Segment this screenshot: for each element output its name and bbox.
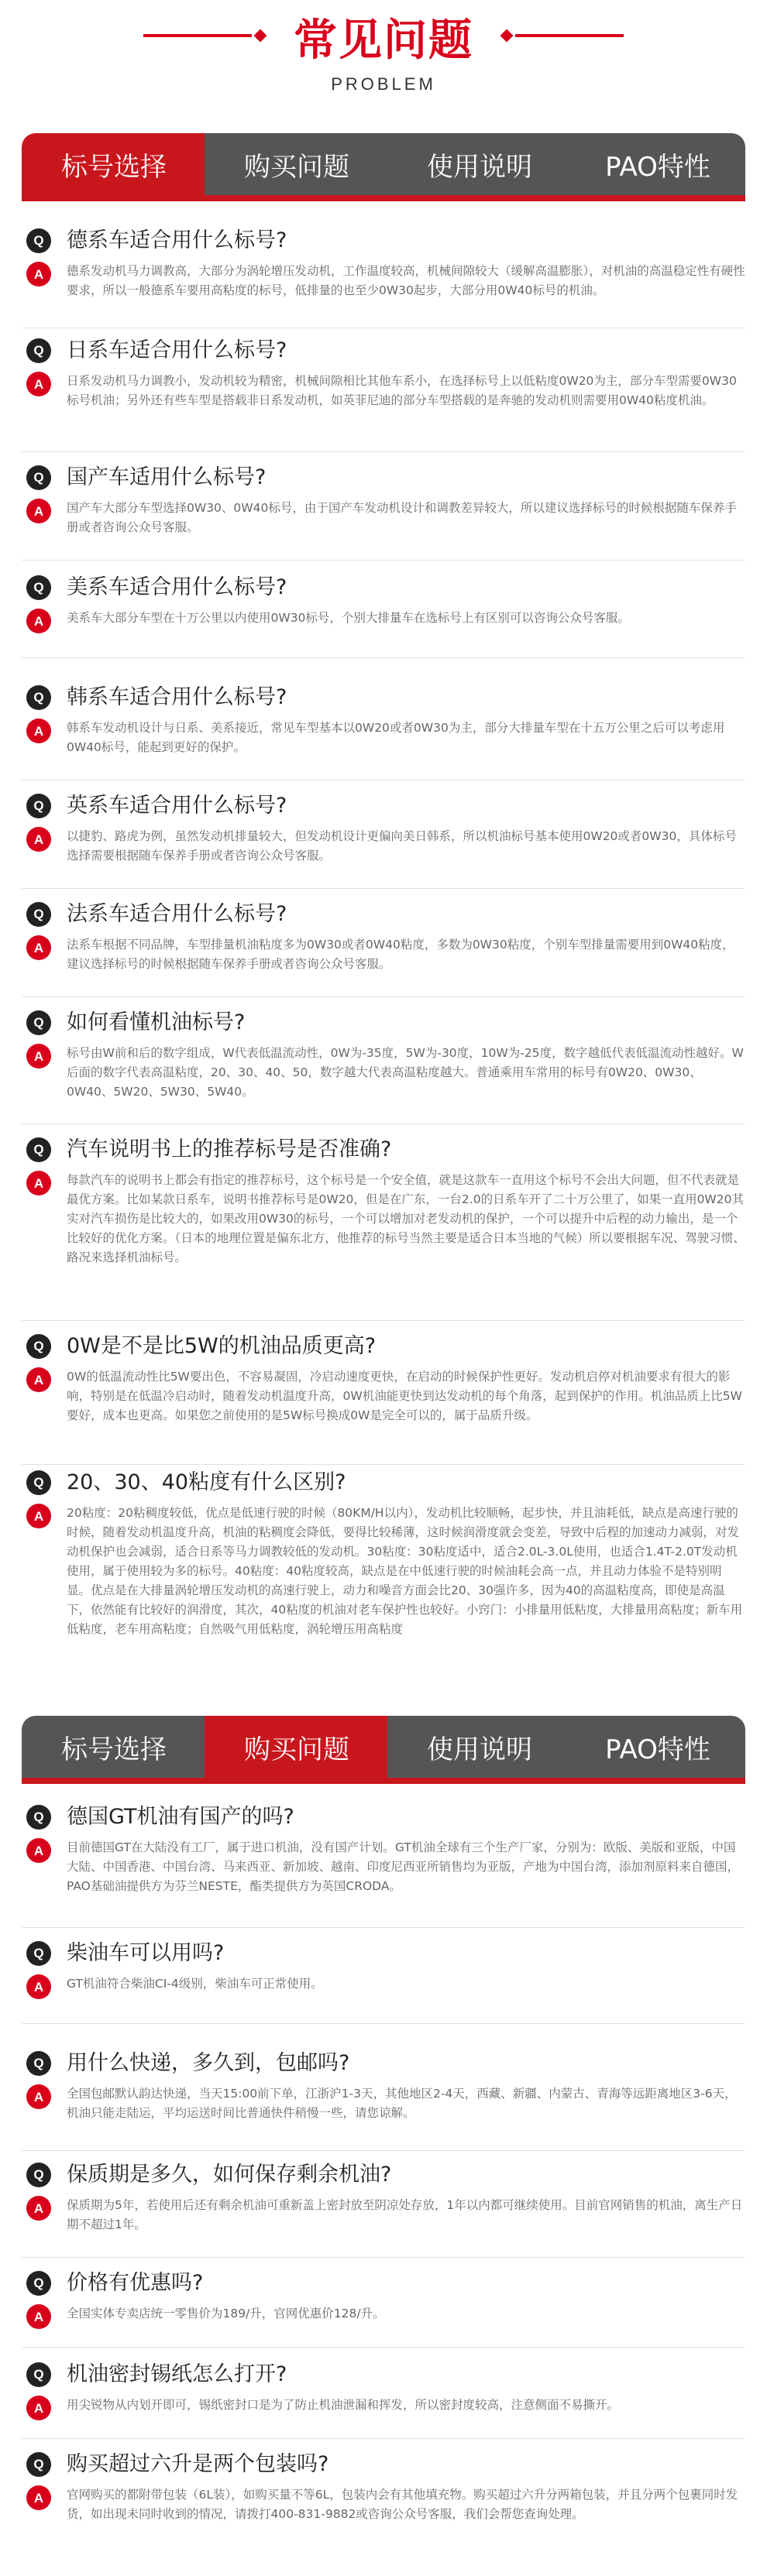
- question-icon: Q: [26, 902, 51, 927]
- answer-icon: A: [26, 372, 51, 396]
- answer-icon: A: [26, 499, 51, 523]
- question-text: 德国GT机油有国产的吗?: [67, 1805, 294, 1829]
- tab-usage[interactable]: 使用说明: [387, 133, 572, 195]
- faq-question: [22, 1940, 745, 1967]
- faq-answer: [22, 1044, 745, 1102]
- answer-icon: A: [26, 2396, 51, 2420]
- faq-item: [22, 793, 745, 889]
- answer-icon: A: [26, 719, 51, 743]
- question-text: 美系车适合用什么标号?: [67, 575, 287, 599]
- question-icon: Q: [26, 1941, 51, 1966]
- answer-text: 每款汽车的说明书上都会有指定的推荐标号，这个标号是一个安全值，就是这款车一直用这个标号不会出大问题，但不代表就是最优方案。比如某款日系车，说明书推荐标号是0W20，但是在广东，一台2.0的日系车开了二十万公里了，如果一直用0W20其实对汽车损伤是比较大的，如果改用0W30的标号，一个可以增加对老发动机的保护，一个可以提升中后程的动力输出，是一个比较好的优化方案。（日本的地理位置是偏东北方，他推荐的标号当然主要是适合日本当地的气候）所以要根据车况、驾驶习惯、路况来选择机油标号。: [67, 1173, 745, 1264]
- faq-question: [22, 793, 745, 819]
- answer-icon: A: [26, 609, 51, 633]
- faq-answer: [22, 935, 745, 974]
- question-text: 日系车适合用什么标号?: [67, 338, 287, 362]
- faq-answer: [22, 827, 745, 866]
- page-subtitle: PROBLEM: [331, 74, 436, 94]
- faq-question: [22, 2451, 745, 2478]
- answer-text: 国产车大部分车型选择0W30、0W40标号，由于国产车发动机设计和调教差异较大，所以建议选择标号的时候根据随车保养手册或者咨询公众号客服。: [67, 501, 737, 534]
- question-text: 0W是不是比5W的机油品质更高?: [67, 1334, 377, 1358]
- question-icon: Q: [26, 338, 51, 363]
- faq-question: [22, 465, 745, 491]
- answer-text: 用尖锐物从内划开即可，锡纸密封口是为了防止机油泄漏和挥发，所以密封度较高，注意侧面不易撕开。: [67, 2398, 620, 2412]
- faq-item: [22, 338, 745, 452]
- question-text: 法系车适合用什么标号?: [67, 902, 287, 926]
- question-text: 德系车适合用什么标号?: [67, 228, 287, 252]
- question-text: 国产车适用什么标号?: [67, 465, 267, 489]
- tab-label-select[interactable]: 标号选择: [22, 1716, 206, 1778]
- answer-text: 德系发动机马力调教高，大部分为涡轮增压发动机，工作温度较高，机械间隙较大（缓解高温膨胀），对机油的高温稳定性有硬性要求，所以一般德系车要用高粘度的标号，低排量的也至少0W30起步，大部分用0W40标号的机油。: [67, 264, 745, 297]
- question-icon: Q: [26, 575, 51, 600]
- faq-answer: [22, 1504, 745, 1639]
- answer-text: 全国实体专卖店统一零售价为189/升，官网优惠价128/升。: [67, 2307, 385, 2320]
- faq-answer: [22, 609, 745, 628]
- question-icon: Q: [26, 1470, 51, 1495]
- answer-icon: A: [26, 2196, 51, 2221]
- faq-question: [22, 575, 745, 601]
- page-title: 常见问题: [294, 15, 473, 66]
- answer-text: 以捷豹、路虎为例，虽然发动机排量较大，但发动机设计更偏向美日韩系，所以机油标号基本使用0W20或者0W30，具体标号选择需要根据随车保养手册或者咨询公众号客服。: [67, 829, 737, 863]
- tab-purchase[interactable]: 购买问题: [205, 133, 389, 195]
- faq-item: [22, 2162, 745, 2258]
- answer-icon: A: [26, 1838, 51, 1863]
- tab-pao[interactable]: PAO特性: [570, 1716, 745, 1778]
- faq-item: [22, 2270, 745, 2348]
- question-icon: Q: [26, 2452, 51, 2477]
- faq-item: [22, 228, 745, 328]
- tab-pao[interactable]: PAO特性: [570, 133, 745, 195]
- faq-answer: [22, 499, 745, 537]
- answer-icon: A: [26, 1367, 51, 1392]
- tabs-underline: [22, 195, 745, 201]
- faq-question: [22, 901, 745, 928]
- answer-text: 全国包邮默认韵达快递，当天15:00前下单，江浙沪1-3天，其他地区2-4天，西藏、新疆、内蒙古、青海等远距离地区3-6天，机油只能走陆运，平均运送时间比普通快件稍慢一些，请您谅解。: [67, 2087, 737, 2120]
- answer-icon: A: [26, 1974, 51, 1999]
- faq-item: [22, 1010, 745, 1124]
- faq-item: [22, 1470, 745, 1702]
- faq-question: [22, 2270, 745, 2296]
- tab-purchase[interactable]: 购买问题: [205, 1716, 389, 1778]
- question-icon: Q: [26, 465, 51, 490]
- faq-question: [22, 228, 745, 254]
- faq-question: [22, 2050, 745, 2077]
- tab-label-select[interactable]: 标号选择: [22, 133, 206, 195]
- faq-item: [22, 2050, 745, 2151]
- faq-answer: [22, 2485, 745, 2524]
- answer-icon: A: [26, 2304, 51, 2329]
- faq-answer: [22, 1974, 745, 1994]
- question-icon: Q: [26, 2362, 51, 2387]
- question-text: 价格有优惠吗?: [67, 2271, 204, 2295]
- faq-answer: [22, 2084, 745, 2123]
- question-icon: Q: [26, 1010, 51, 1035]
- question-icon: Q: [26, 228, 51, 253]
- answer-text: 0W的低温流动性比5W要出色，不容易凝固，冷启动速度更快，在启动的时候保护性更好。发动机启停对机油要求有很大的影响，特别是在低温冷启动时，随着发动机温度升高，0W机油能更快到达发动机的每个角落，起到保护的作用。机油品质上比5W要好，成本也更高。如果您之前使用的是5W标号换成0W是完全可以的，属于品质升级。: [67, 1370, 742, 1422]
- question-icon: Q: [26, 2271, 51, 2296]
- answer-text: GT机油符合柴油CI-4级别，柴油车可正常使用。: [67, 1977, 323, 1991]
- answer-text: 20粘度：20粘稠度较低，优点是低速行驶的时候（80KM/H以内），发动机比较顺畅，起步快，并且油耗低，缺点是高速行驶的时候，随着发动机温度升高，机油的粘稠度会降低，要得比较稀薄，这时候润滑度就会变差，导致中后程的加速动力减弱，对发动机保护也会减弱，适合日系等马力调教较低的发动机。30粘度：30粘度适中，适合2.0L-3.0L使用，也适合1.4T-2.0T发动机使用，属于使用较为多的标号。40粘度：40粘度较高，缺点是在中低速行驶的时候油耗会高一点，并且动力体验不是特别明显。优点是在大排量涡轮增压发动机的高速行驶上，动力和噪音方面会比20、30强许多，因为40的高温粘度高，即使是高温下，依然能有比较好的润滑度，其次，40粘度的机油对老车保护性也较好。小窍门：小排量用低粘度，大排量用高粘度；新车用低粘度，老车用高粘度；自然吸气用低粘度，涡轮增压用高粘度: [67, 1506, 743, 1636]
- faq-answer: [22, 1171, 745, 1267]
- tab-usage[interactable]: 使用说明: [387, 1716, 572, 1778]
- answer-text: 保质期为5年，若使用后还有剩余机油可重新盖上密封放至阴凉处存放，1年以内都可继续使用。目前官网销售的机油，离生产日期不超过1年。: [67, 2198, 743, 2231]
- answer-icon: A: [26, 827, 51, 852]
- faq-answer: [22, 1838, 745, 1896]
- faq-question: [22, 1333, 745, 1360]
- faq-question: [22, 1137, 745, 1163]
- answer-text: 美系车大部分车型在十万公里以内使用0W30标号，个别大排量车在选标号上有区别可以咨询公众号客服。: [67, 611, 630, 625]
- question-icon: Q: [26, 685, 51, 710]
- faq-item: [22, 901, 745, 997]
- question-text: 保质期是多久，如何保存剩余机油?: [67, 2163, 392, 2187]
- faq-answer: [22, 2196, 745, 2235]
- answer-text: 目前德国GT在大陆没有工厂，属于进口机油，没有国产计划。GT机油全球有三个生产厂家，分别为：欧版、美版和亚版，中国大陆、中国香港、中国台湾、马来西亚、新加坡、越南、印度尼西亚所销售均为亚版，产地为中国台湾，添加剂原料来自德国，PAO基础油提供方为芬兰NESTE，酯类提供方为英国CRODA。: [67, 1840, 740, 1893]
- question-text: 如何看懂机油标号?: [67, 1010, 246, 1034]
- question-text: 英系车适合用什么标号?: [67, 794, 287, 818]
- faq-question: [22, 2162, 745, 2188]
- faq-answer: [22, 1367, 745, 1425]
- answer-icon: A: [26, 2084, 51, 2109]
- faq-item: [22, 2362, 745, 2439]
- faq-item: [22, 465, 745, 561]
- question-text: 柴油车可以用吗?: [67, 1941, 225, 1965]
- question-text: 购买超过六升是两个包装吗?: [67, 2452, 329, 2476]
- faq-answer: [22, 262, 745, 300]
- answer-icon: A: [26, 1044, 51, 1068]
- question-text: 韩系车适合用什么标号?: [67, 685, 287, 709]
- faq-item: [22, 2451, 745, 2567]
- faq-item: [22, 684, 745, 780]
- faq-question: [22, 1470, 745, 1496]
- tabs-top: [22, 133, 745, 195]
- faq-question: [22, 684, 745, 711]
- tabs-bottom: [22, 1716, 745, 1778]
- faq-question: [22, 1010, 745, 1036]
- header-right-line: [515, 34, 624, 37]
- answer-text: 官网购买的都附带包装（6L装），如购买量不等6L，包装内会有其他填充物。购买超过六升分两箱包装，并且分两个包裹同时发货，如出现未同时收到的情况，请拨打400-831-9882或咨询公众号客服，我们会帮您查询处理。: [67, 2488, 738, 2521]
- question-text: 机油密封锡纸怎么打开?: [67, 2362, 287, 2386]
- faq-question: [22, 1804, 745, 1830]
- faq-item: [22, 1804, 745, 1928]
- faq-item: [22, 575, 745, 658]
- question-icon: Q: [26, 1805, 51, 1830]
- answer-icon: A: [26, 2485, 51, 2510]
- answer-text: 标号由W前和后的数字组成，W代表低温流动性，0W为-35度，5W为-30度，10W为-25度，数字越低代表低温流动性越好。W后面的数字代表高温粘度，20、30、40、50，数字越大代表高温粘度越大。普通乘用车常用的标号有0W20、0W30、0W40、5W20、5W30、5W40。: [67, 1046, 744, 1099]
- faq-answer: [22, 719, 745, 757]
- faq-answer: [22, 2396, 745, 2415]
- answer-text: 韩系车发动机设计与日系、美系接近，常见车型基本以0W20或者0W30为主，部分大排量车型在十五万公里之后可以考虑用0W40标号，能起到更好的保护。: [67, 721, 725, 754]
- answer-icon: A: [26, 1171, 51, 1195]
- faq-answer: [22, 372, 745, 410]
- faq-answer: [22, 2304, 745, 2324]
- faq-item: [22, 1137, 745, 1321]
- answer-text: 法系车根据不同品牌，车型排量机油粘度多为0W30或者0W40粘度，多数为0W30粘度，个别车型排量需要用到0W40粘度，建议选择标号的时候根据随车保养手册或者咨询公众号客服。: [67, 938, 734, 971]
- page-header: [0, 0, 767, 116]
- answer-icon: A: [26, 1504, 51, 1528]
- question-text: 用什么快递，多久到，包邮吗?: [67, 2051, 350, 2075]
- question-icon: Q: [26, 794, 51, 818]
- faq-question: [22, 338, 745, 364]
- question-icon: Q: [26, 2163, 51, 2187]
- question-icon: Q: [26, 1137, 51, 1162]
- answer-icon: A: [26, 935, 51, 960]
- tabs-underline: [22, 1778, 745, 1784]
- question-icon: Q: [26, 1334, 51, 1359]
- answer-icon: A: [26, 262, 51, 286]
- faq-item: [22, 1940, 745, 2024]
- question-text: 20、30、40粘度有什么区别?: [67, 1470, 346, 1494]
- faq-item: [22, 1333, 745, 1465]
- question-icon: Q: [26, 2051, 51, 2076]
- question-text: 汽车说明书上的推荐标号是否准确?: [67, 1137, 392, 1161]
- faq-question: [22, 2362, 745, 2388]
- answer-text: 日系发动机马力调教小，发动机较为精密，机械间隙相比其他车系小，在选择标号上以低粘度0W20为主，部分车型需要0W30标号机油；另外还有些车型是搭载非日系发动机，如英菲尼迪的部分车型搭载的是奔驰的发动机则需要用0W40粘度机油。: [67, 374, 737, 407]
